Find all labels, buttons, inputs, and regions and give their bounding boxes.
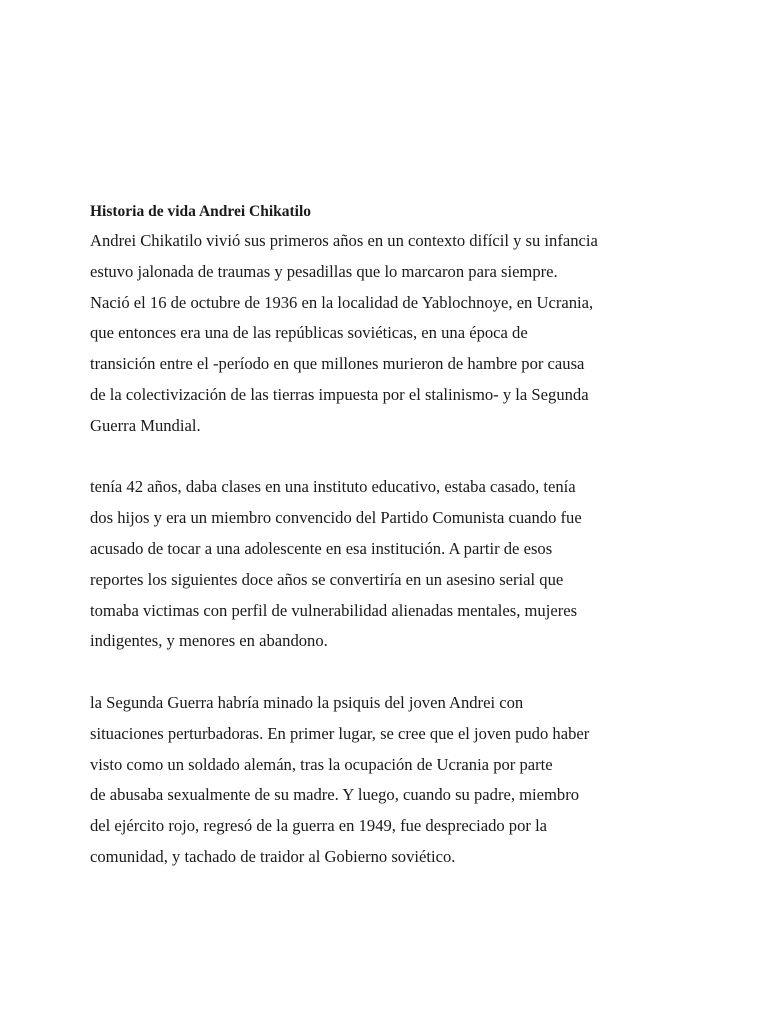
paragraph-line: comunidad, y tachado de traidor al Gobierno soviético. — [90, 846, 456, 866]
paragraph-line: de la colectivización de las tierras impuesta por el stalinismo- y la Segunda — [90, 384, 589, 404]
paragraph-line: del ejército rojo, regresó de la guerra en 1949, fue despreciado por la — [90, 816, 548, 836]
paragraph-line: dos hijos y era un miembro convencido del Partido Comunista cuando fue — [90, 508, 582, 528]
paragraph-line: acusado de tocar a una adolescente en esa institución. A partir de esos — [90, 538, 553, 558]
document-body — [90, 198, 710, 873]
paragraph-line: Guerra Mundial. — [90, 415, 201, 435]
document-title: Historia de vida Andrei Chikatilo — [90, 203, 312, 220]
paragraph-line: reportes los siguientes doce años se convertiría en un asesino serial que — [90, 569, 564, 589]
paragraph-line: situaciones perturbadoras. En primer lugar, se cree que el joven pudo haber — [90, 723, 590, 743]
paragraph-line: de abusaba sexualmente de su madre. Y luego, cuando su padre, miembro — [90, 785, 580, 805]
paragraph-line: tenía 42 años, daba clases en una instituto educativo, estaba casado, tenía — [90, 477, 576, 497]
paragraph-line: Nació el 16 de octubre de 1936 en la localidad de Yablochnoye, en Ucrania, — [90, 292, 594, 312]
paragraph-3 — [90, 688, 710, 873]
paragraph-line: visto como un soldado alemán, tras la ocupación de Ucrania por parte — [90, 754, 553, 774]
paragraph-line: Andrei Chikatilo vivió sus primeros años en un contexto difícil y su infancia — [90, 231, 598, 250]
paragraph-spacer — [90, 657, 710, 688]
paragraph-line: la Segunda Guerra habría minado la psiquis del joven Andrei con — [90, 692, 524, 712]
paragraph-1 — [90, 226, 710, 442]
paragraph-line: que entonces era una de las repúblicas soviéticas, en una época de — [90, 323, 528, 343]
paragraph-line: tomaba victimas con perfil de vulnerabilidad alienadas mentales, mujeres — [90, 600, 578, 620]
paragraph-line: estuvo jalonada de traumas y pesadillas que lo marcaron para siempre. — [90, 261, 558, 281]
paragraph-line: transición entre el -período en que millones murieron de hambre por causa — [90, 354, 585, 374]
paragraph-2 — [90, 472, 710, 657]
paragraph-spacer — [90, 442, 710, 473]
paragraph-line: indigentes, y menores en abandono. — [90, 631, 328, 651]
